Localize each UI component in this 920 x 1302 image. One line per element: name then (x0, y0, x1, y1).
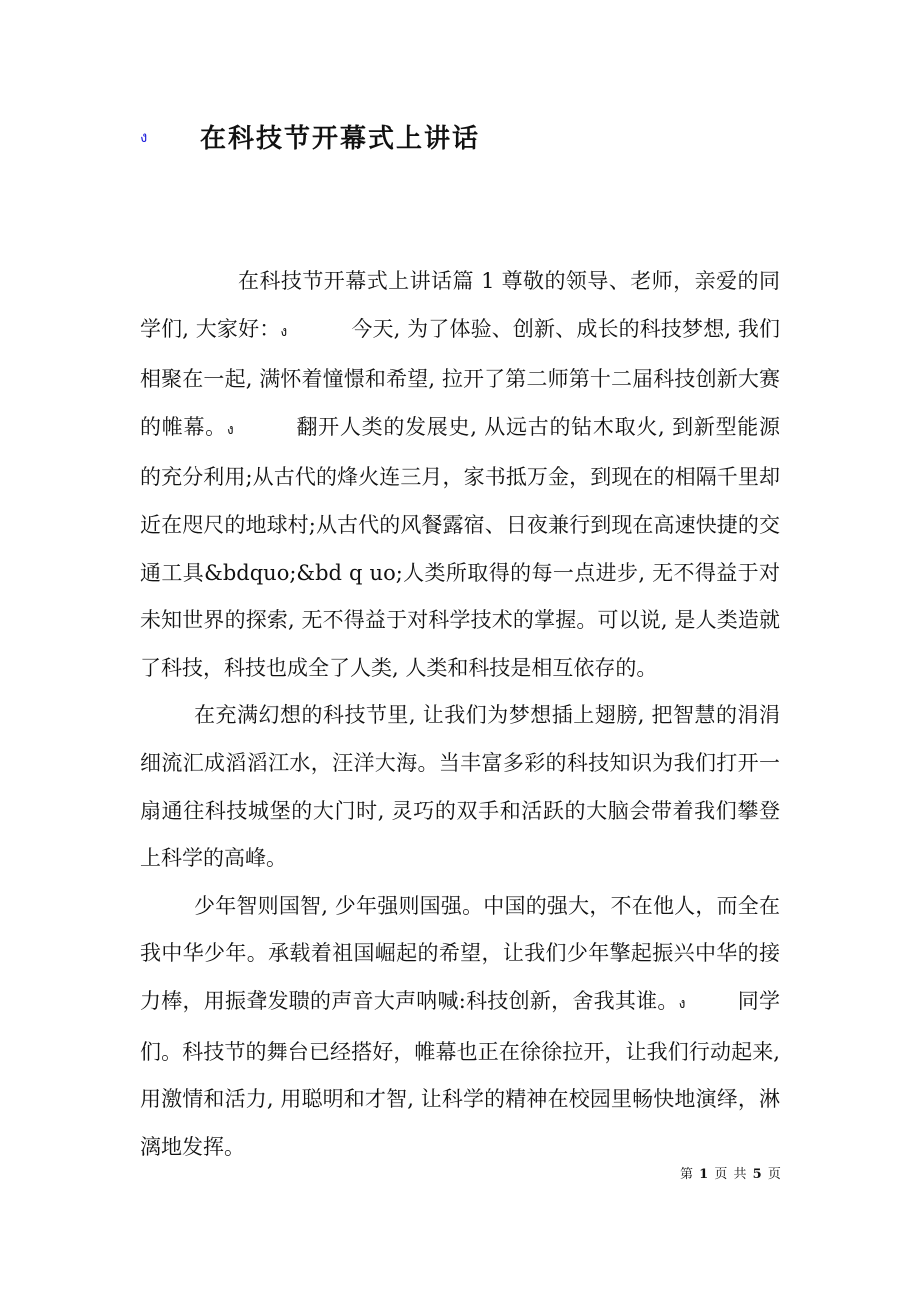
paragraph-3-sentence-1: 少年智则国智, 少年强则国强。中国的强大，不在他人，而全在我中华少年。承载着祖国崛起的希望，让我们少年擎起振兴中华的接力棒，用振聋发聩的声音大声呐喊:科技创新，舍我其谁。 (140, 893, 780, 1013)
footer-page-number: 1 (699, 1167, 709, 1182)
inline-marker-glyph: ง (678, 995, 686, 1012)
title-marker-glyph: ง (140, 128, 148, 146)
footer-page-word: 页 (714, 1167, 728, 1182)
paragraph-2: 在充满幻想的科技节里, 让我们为梦想插上翅膀, 把智慧的涓涓细流汇成滔滔江水，汪洋大海。当丰富多彩的科技知识为我们打开一扇通往科技城堡的大门时, 灵巧的双手和活跃的大脑会带着我们攀登上科学的高峰。 (140, 703, 780, 871)
footer-total-pages: 5 (752, 1167, 762, 1182)
paragraph-1 (140, 258, 780, 692)
footer-suffix: 页 (767, 1167, 781, 1182)
paragraph-1-sentence-1: 在科技节开幕式上讲话篇 1 尊敬的领导、老师，亲爱的同学们, 大家好： (140, 269, 780, 341)
paragraph-1-sentence-2: 今天, 为了体验、创新、成长的科技梦想, 我们相聚在一起, 满怀着憧憬和希望, 拉开了第二师第十二届科技创新大赛的帷幕。 (140, 316, 780, 439)
document-title: 在科技节开幕式上讲话 (200, 124, 481, 154)
inline-marker-glyph: ง (280, 323, 288, 340)
footer-prefix: 第 (680, 1167, 694, 1182)
paragraph-3 (140, 883, 780, 1172)
footer-total-word: 共 (733, 1167, 747, 1182)
document-body (140, 258, 780, 1171)
paragraph-3-sentence-2: 同学们。科技节的舞台已经搭好，帷幕也正在徐徐拉开，让我们行动起来, 用激情和活力, 用聪明和才智, 让科学的精神在校园里畅快地演绎，淋漓地发挥。 (140, 988, 781, 1159)
inline-marker-glyph: ง (226, 421, 234, 438)
paragraph-1-sentence-3: 翻开人类的发展史, 从远古的钻木取火, 到新型能源的充分利用;从古代的烽火连三月，家书抵万金，到现在的相隔千里却近在咫尺的地球村;从古代的风餐露宿、日夜兼行到现在高速快捷的交通工具&bdquo;&bd q uo;人类所取得的每一点进步, 无不得益于对未知世界的探索, 无不得益于对科学技术的掌握。可以说, 是人类造就了科技，科技也成全了人类, 人类和科技是相互依存的。 (140, 414, 781, 680)
page-footer (680, 1163, 783, 1182)
document-title-row (140, 114, 840, 158)
